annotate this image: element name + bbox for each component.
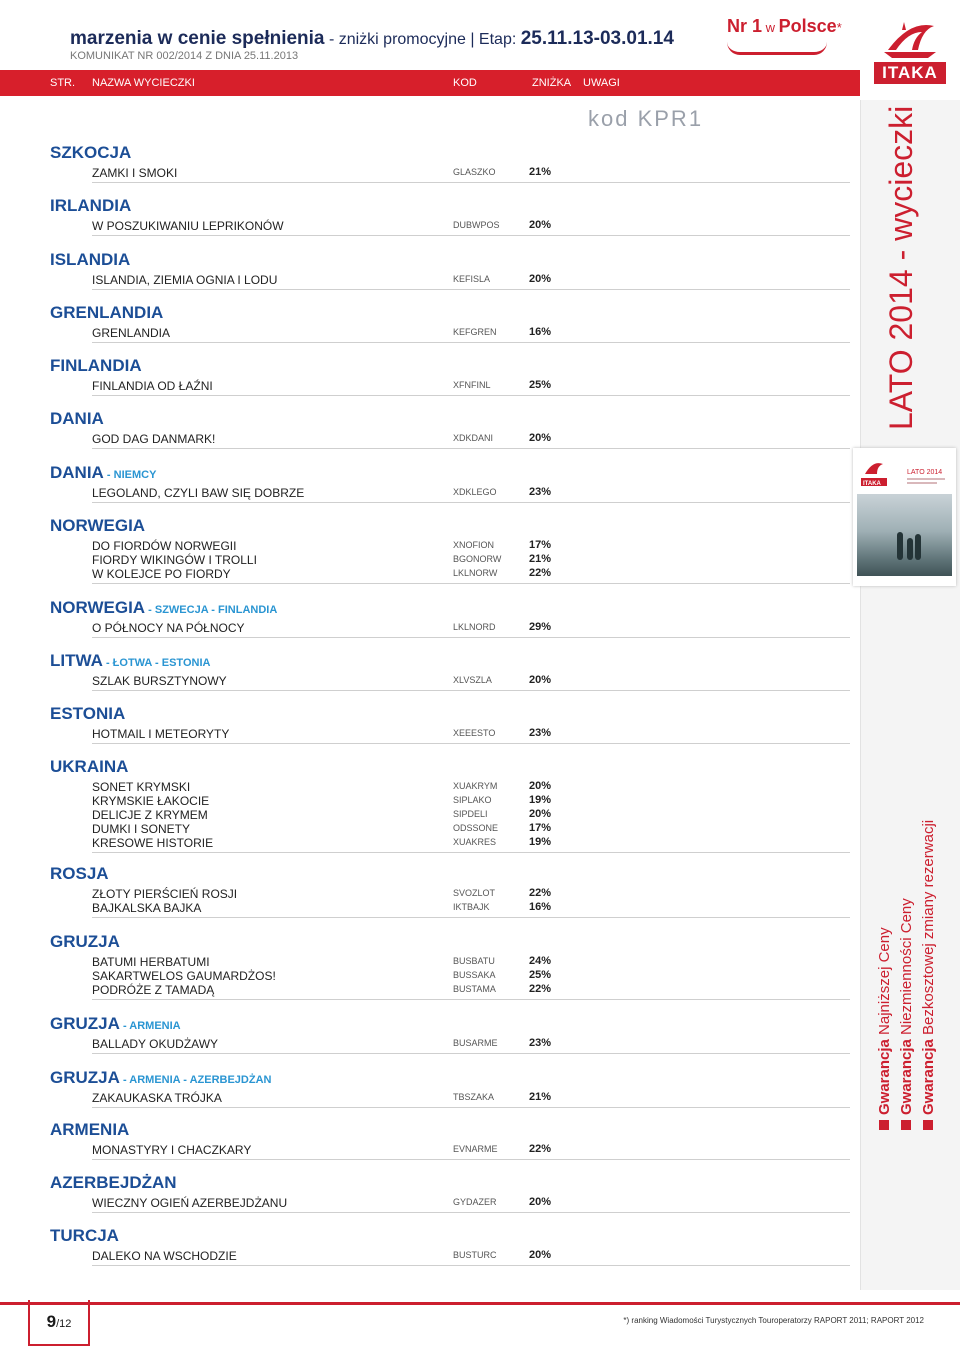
row-divider <box>92 917 850 918</box>
trip-code: ODSSONE <box>453 823 499 833</box>
trip-name: DUMKI I SONETY <box>92 822 191 836</box>
country-name: DANIA <box>50 463 104 482</box>
country-heading <box>50 250 130 270</box>
country-name: ROSJA <box>50 864 109 883</box>
trip-discount: 20% <box>529 674 552 686</box>
trip-name: DALEKO NA WSCHODZIE <box>92 1249 237 1263</box>
trip-code: KEFISLA <box>453 274 491 284</box>
title-range: 25.11.13-03.01.14 <box>520 28 674 49</box>
trip-name: HOTMAIL I METEORYTY <box>92 727 230 741</box>
trip-discount: 23% <box>529 486 552 498</box>
row-divider <box>92 342 850 343</box>
country-name: GRUZJA <box>50 932 120 951</box>
trip-code: GYDAZER <box>453 1197 497 1207</box>
trip-name: SONET KRYMSKI <box>92 780 191 794</box>
country-extra: - NIEMCY <box>103 469 157 481</box>
country-heading <box>50 303 163 323</box>
cover-logo-text: ITAKA <box>863 481 881 487</box>
nr1-polska: Polsce <box>778 16 837 36</box>
trip-discount: 25% <box>529 379 552 391</box>
page-total: /12 <box>56 1318 72 1330</box>
trip-code: GLASZKO <box>453 167 496 177</box>
trip-code: XDKLEGO <box>453 487 497 497</box>
country-name: ISLANDIA <box>50 250 131 269</box>
trip-code: LKLNORW <box>453 568 498 578</box>
trip-row <box>92 836 550 850</box>
trip-code: BUSTURC <box>453 1250 497 1260</box>
row-divider <box>92 289 850 290</box>
trip-row <box>92 567 550 581</box>
footer-note: *) ranking Wiadomości Turystycznych Touroperatorzy RAPORT 2011; RAPORT 2012 <box>623 1316 924 1325</box>
trip-name: O PÓŁNOCY NA PÓŁNOCY <box>92 621 245 635</box>
trip-discount: 21% <box>529 553 552 565</box>
row-divider <box>92 1053 850 1054</box>
trip-discount: 20% <box>529 780 552 792</box>
country-heading <box>50 356 142 376</box>
page-header <box>0 0 960 100</box>
trip-row <box>92 166 550 180</box>
col-uwagi: UWAGI <box>583 77 620 89</box>
trip-discount: 21% <box>529 166 552 178</box>
trip-code: KEFGREN <box>453 327 497 337</box>
row-divider <box>92 637 850 638</box>
trip-row <box>92 553 550 567</box>
trip-code: XUAKRES <box>453 837 497 847</box>
country-heading <box>50 757 128 777</box>
itaka-logo <box>860 0 960 100</box>
trip-row <box>92 539 550 553</box>
trip-row <box>92 822 550 836</box>
trip-discount: 20% <box>529 432 552 444</box>
col-kod: KOD <box>453 77 477 89</box>
trip-name: W POSZUKIWANIU LEPRIKONÓW <box>92 219 284 233</box>
country-name: NORWEGIA <box>50 598 146 617</box>
page-current: 9 <box>46 1312 57 1331</box>
cover-title-text: LATO 2014 <box>907 469 943 476</box>
trip-name: BALLADY OKUDŻAWY <box>92 1037 219 1051</box>
guarantee-bold: Gwarancja <box>898 1039 915 1115</box>
country-heading <box>50 196 131 216</box>
row-divider <box>92 852 850 853</box>
trip-row <box>92 379 550 393</box>
trip-code: SIPDELI <box>453 809 488 819</box>
trip-row <box>92 1196 550 1210</box>
trip-name: LEGOLAND, CZYLI BAW SIĘ DOBRZE <box>92 486 305 500</box>
tree-shape <box>915 534 921 560</box>
country-name: NORWEGIA <box>50 516 146 535</box>
trip-code: XNOFION <box>453 540 495 550</box>
trip-code: BUSBATU <box>453 956 495 966</box>
trip-row <box>92 273 550 287</box>
trip-discount: 17% <box>529 822 552 834</box>
trip-code: BUSARME <box>453 1038 498 1048</box>
catalog-cover-header <box>857 452 952 492</box>
trip-discount: 22% <box>529 567 552 579</box>
country-extra: - ARMENIA <box>119 1020 181 1032</box>
country-name: GRUZJA <box>50 1068 120 1087</box>
trip-discount: 22% <box>529 1143 552 1155</box>
country-heading <box>50 1068 271 1088</box>
trip-code: BUSTAMA <box>453 984 496 994</box>
nr1-main: Nr 1 <box>727 16 763 36</box>
trip-name: GRENLANDIA <box>92 326 171 340</box>
trip-row <box>92 955 550 969</box>
row-divider <box>92 182 850 183</box>
trip-row <box>92 621 550 635</box>
trip-name: KRYMSKIE ŁAKOCIE <box>92 794 210 808</box>
title-sub: - zniżki promocyjne | Etap: <box>324 31 521 48</box>
trip-name: GOD DAG DANMARK! <box>92 432 216 446</box>
trip-discount: 20% <box>529 273 552 285</box>
trip-discount: 16% <box>529 326 552 338</box>
country-name: SZKOCJA <box>50 143 132 162</box>
trip-code: SIPLAKO <box>453 795 492 805</box>
row-divider <box>92 690 850 691</box>
lato-vertical-title: LATO 2014 - wycieczki <box>883 105 919 430</box>
country-name: LITWA <box>50 651 103 670</box>
guarantee-3 <box>920 820 937 1130</box>
trip-name: KRESOWE HISTORIE <box>92 836 214 850</box>
country-heading <box>50 143 131 163</box>
country-name: GRUZJA <box>50 1014 120 1033</box>
trip-code: XFNFINL <box>453 380 491 390</box>
trip-row <box>92 432 550 446</box>
kod-label: kod KPR1 <box>588 106 704 131</box>
trip-discount: 20% <box>529 808 552 820</box>
trip-code: IKTBAJK <box>453 902 490 912</box>
row-divider <box>92 743 850 744</box>
row-divider <box>92 502 850 503</box>
row-divider <box>92 1159 850 1160</box>
row-divider <box>92 448 850 449</box>
nr1-badge <box>727 16 842 54</box>
trip-row <box>92 326 550 340</box>
trip-name: PODRÓŻE Z TAMADĄ <box>92 983 215 997</box>
trip-discount: 23% <box>529 1037 552 1049</box>
row-divider <box>92 583 850 584</box>
country-name: TURCJA <box>50 1226 119 1245</box>
row-divider <box>92 235 850 236</box>
page-title <box>70 28 674 50</box>
footer-rule <box>0 1302 960 1305</box>
country-heading <box>50 651 210 671</box>
trip-row <box>92 969 550 983</box>
country-heading <box>50 1120 129 1140</box>
bullet-square-icon <box>923 1120 933 1130</box>
trip-name: SAKARTWELOS GAUMARDŻOS! <box>92 969 276 983</box>
ship-sail-icon <box>882 16 938 60</box>
country-heading <box>50 463 156 483</box>
trip-code: EVNARME <box>453 1144 498 1154</box>
country-name: IRLANDIA <box>50 196 132 215</box>
trip-row <box>92 794 550 808</box>
trip-discount: 20% <box>529 1196 552 1208</box>
bullet-square-icon <box>901 1120 911 1130</box>
trip-discount: 17% <box>529 539 552 551</box>
nr1-w: w <box>762 20 779 35</box>
logo-word: ITAKA <box>874 62 946 84</box>
trip-name: MONASTYRY I CHACZKARY <box>92 1143 252 1157</box>
country-name: GRENLANDIA <box>50 303 164 322</box>
row-divider <box>92 999 850 1000</box>
page-number <box>28 1300 90 1346</box>
country-extra: - ARMENIA - AZERBEJDŻAN <box>119 1074 272 1086</box>
country-extra: - SZWECJA - FINLANDIA <box>145 604 278 616</box>
trip-name: DELICJE Z KRYMEM <box>92 808 208 822</box>
country-name: AZERBEJDŻAN <box>50 1173 177 1192</box>
country-name: ESTONIA <box>50 704 126 723</box>
trip-name: ISLANDIA, ZIEMIA OGNIA I LODU <box>92 273 278 287</box>
trip-code: XLVSZLA <box>453 675 492 685</box>
nr1-mark: * <box>836 20 842 35</box>
trip-discount: 19% <box>529 794 552 806</box>
trip-name: BAJKALSKA BAJKA <box>92 901 202 915</box>
guarantee-2 <box>898 898 915 1130</box>
trip-name: FINLANDIA OD ŁAŹNI <box>92 379 213 393</box>
country-name: UKRAINA <box>50 757 129 776</box>
trip-code: BGONORW <box>453 554 502 564</box>
country-heading <box>50 1173 177 1193</box>
country-heading <box>50 516 145 536</box>
trip-discount: 19% <box>529 836 552 848</box>
trip-name: WIECZNY OGIEŃ AZERBEJDŻANU <box>92 1196 288 1210</box>
catalog-landscape-image <box>857 494 952 576</box>
trip-row <box>92 727 550 741</box>
trip-row <box>92 219 550 233</box>
trip-discount: 23% <box>529 727 552 739</box>
trip-row <box>92 1143 550 1157</box>
country-heading <box>50 409 104 429</box>
trip-name: DO FIORDÓW NORWEGII <box>92 539 237 553</box>
trip-code: SVOZLOT <box>453 888 496 898</box>
trip-code: XUAKRYM <box>453 781 498 791</box>
trip-code: DUBWPOS <box>453 220 500 230</box>
trip-name: BATUMI HERBATUMI <box>92 955 210 969</box>
guarantee-text: Bezkosztowej zmiany rezerwacji <box>920 819 937 1040</box>
trip-discount: 29% <box>529 621 552 633</box>
trip-name: ZAKAUKASKA TRÓJKA <box>92 1091 222 1105</box>
trip-discount: 22% <box>529 983 552 995</box>
guarantee-bold: Gwarancja <box>920 1039 937 1115</box>
trip-row <box>92 486 550 500</box>
title-main: marzenia w cenie spełnienia <box>70 28 325 49</box>
trip-discount: 20% <box>529 1249 552 1261</box>
column-header-bar <box>0 70 860 96</box>
komunikat-line: KOMUNIKAT NR 002/2014 Z DNIA 25.11.2013 <box>70 50 299 62</box>
trip-row <box>92 1249 550 1263</box>
trip-name: ZAMKI I SMOKI <box>92 166 178 180</box>
trip-row <box>92 901 550 915</box>
country-name: ARMENIA <box>50 1120 130 1139</box>
country-heading <box>50 1014 181 1034</box>
trip-row <box>92 808 550 822</box>
trip-code: LKLNORD <box>453 622 496 632</box>
trip-name: SZLAK BURSZTYNOWY <box>92 674 227 688</box>
country-name: DANIA <box>50 409 104 428</box>
country-heading <box>50 932 120 952</box>
trip-code: BUSSAKA <box>453 970 496 980</box>
bullet-square-icon <box>879 1120 889 1130</box>
col-nazwa: NAZWA WYCIECZKI <box>92 77 195 89</box>
trip-code: XEEESTO <box>453 728 496 738</box>
col-str: STR. <box>50 77 76 89</box>
trip-discount: 16% <box>529 901 552 913</box>
page-footer <box>0 1290 960 1358</box>
trip-code: XDKDANI <box>453 433 494 443</box>
trip-row <box>92 1037 550 1051</box>
country-heading <box>50 864 109 884</box>
trip-code: TBSZAKA <box>453 1092 495 1102</box>
trip-discount: 22% <box>529 887 552 899</box>
trip-row <box>92 1091 550 1105</box>
trip-discount: 20% <box>529 219 552 231</box>
country-extra: - ŁOTWA - ESTONIA <box>102 657 211 669</box>
guarantee-1 <box>876 927 893 1130</box>
tree-shape <box>897 532 903 560</box>
row-divider <box>92 1212 850 1213</box>
country-heading <box>50 704 125 724</box>
guarantee-bold: Gwarancja <box>876 1039 893 1115</box>
nr1-swoosh-icon <box>727 42 827 55</box>
country-heading <box>50 598 277 618</box>
catalog-cover <box>853 448 956 586</box>
trip-name: W KOLEJCE PO FIORDY <box>92 567 231 581</box>
trip-row <box>92 983 550 997</box>
trip-discount: 25% <box>529 969 552 981</box>
guarantee-text: Najniższej Ceny <box>876 927 893 1040</box>
row-divider <box>92 1265 850 1266</box>
trip-row <box>92 780 550 794</box>
trip-name: ZŁOTY PIERŚCIEŃ ROSJI <box>92 887 238 901</box>
trip-row <box>92 674 550 688</box>
col-znizka: ZNIŻKA <box>532 77 572 89</box>
country-name: FINLANDIA <box>50 356 142 375</box>
guarantee-text: Niezmienności Ceny <box>898 898 915 1040</box>
row-divider <box>92 395 850 396</box>
country-heading <box>50 1226 119 1246</box>
trip-row <box>92 887 550 901</box>
trip-discount: 24% <box>529 955 552 967</box>
trip-discount: 21% <box>529 1091 552 1103</box>
row-divider <box>92 1107 850 1108</box>
tree-shape <box>907 538 913 560</box>
trip-name: FIORDY WIKINGÓW I TROLLI <box>92 553 257 567</box>
